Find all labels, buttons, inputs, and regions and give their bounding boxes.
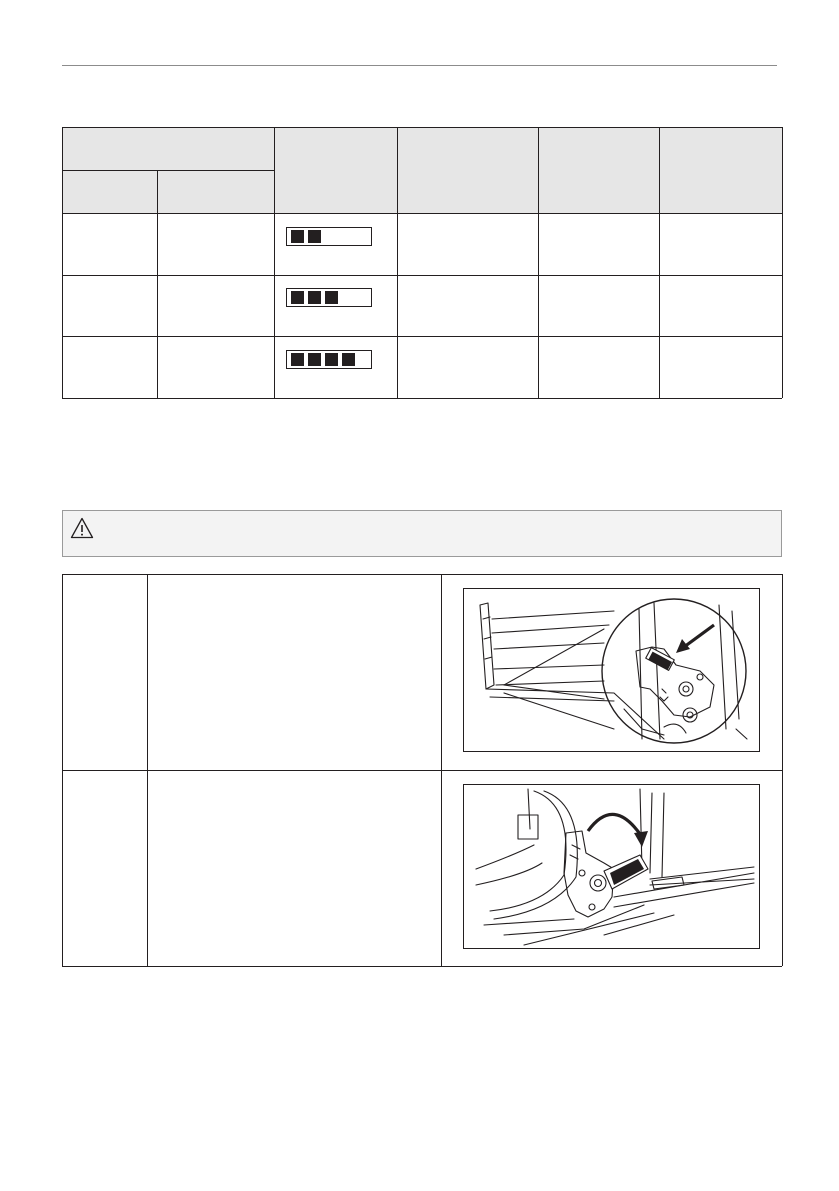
table-rule (147, 574, 148, 966)
table-border-right (782, 127, 783, 398)
level-square (342, 353, 355, 366)
door-hinge-lever-illustration (463, 588, 760, 752)
level-square (308, 291, 321, 304)
hinge-figure-1-drawing (464, 589, 759, 751)
table-rule (62, 275, 782, 276)
warning-triangle-icon (70, 517, 94, 539)
warning-box (62, 510, 782, 557)
table-rule (62, 770, 782, 771)
press-arrow-icon (676, 625, 714, 653)
rotate-arrow-icon (588, 814, 648, 847)
cleaning-level-indicator (286, 350, 372, 369)
level-square (325, 353, 338, 366)
header-sub-cell-1 (62, 170, 157, 213)
hinge-figure-2-drawing (464, 785, 759, 948)
table-rule (62, 170, 274, 171)
cleaning-level-table (62, 127, 782, 398)
header-group-cell (62, 127, 274, 170)
header-col5-cell (538, 127, 659, 213)
header-level-cell (274, 127, 397, 213)
table-rule (397, 127, 398, 398)
steps-table (62, 574, 782, 966)
table-rule (62, 336, 782, 337)
table-border-left (62, 574, 63, 966)
cleaning-level-indicator (286, 288, 372, 307)
level-square (325, 291, 338, 304)
cleaning-level-indicator (286, 227, 372, 246)
table-rule (62, 213, 782, 214)
table-border-bottom (62, 966, 782, 967)
hinge-lever-rotate-illustration (463, 784, 760, 949)
header-col6-cell (659, 127, 782, 213)
table-rule (274, 127, 275, 398)
level-square (291, 230, 304, 243)
header-rule (62, 65, 777, 66)
table-border-right (782, 574, 783, 966)
level-square (291, 353, 304, 366)
table-border-left (62, 127, 63, 398)
table-rule (659, 127, 660, 398)
table-rule (441, 574, 442, 966)
table-rule (157, 170, 158, 398)
table-border-bottom (62, 398, 782, 399)
level-square (291, 291, 304, 304)
level-square (308, 230, 321, 243)
table-rule (538, 127, 539, 398)
table-border-top (62, 127, 782, 128)
level-square (308, 353, 321, 366)
table-border-top (62, 574, 782, 575)
header-col4-cell (397, 127, 538, 213)
header-sub-cell-2 (157, 170, 274, 213)
